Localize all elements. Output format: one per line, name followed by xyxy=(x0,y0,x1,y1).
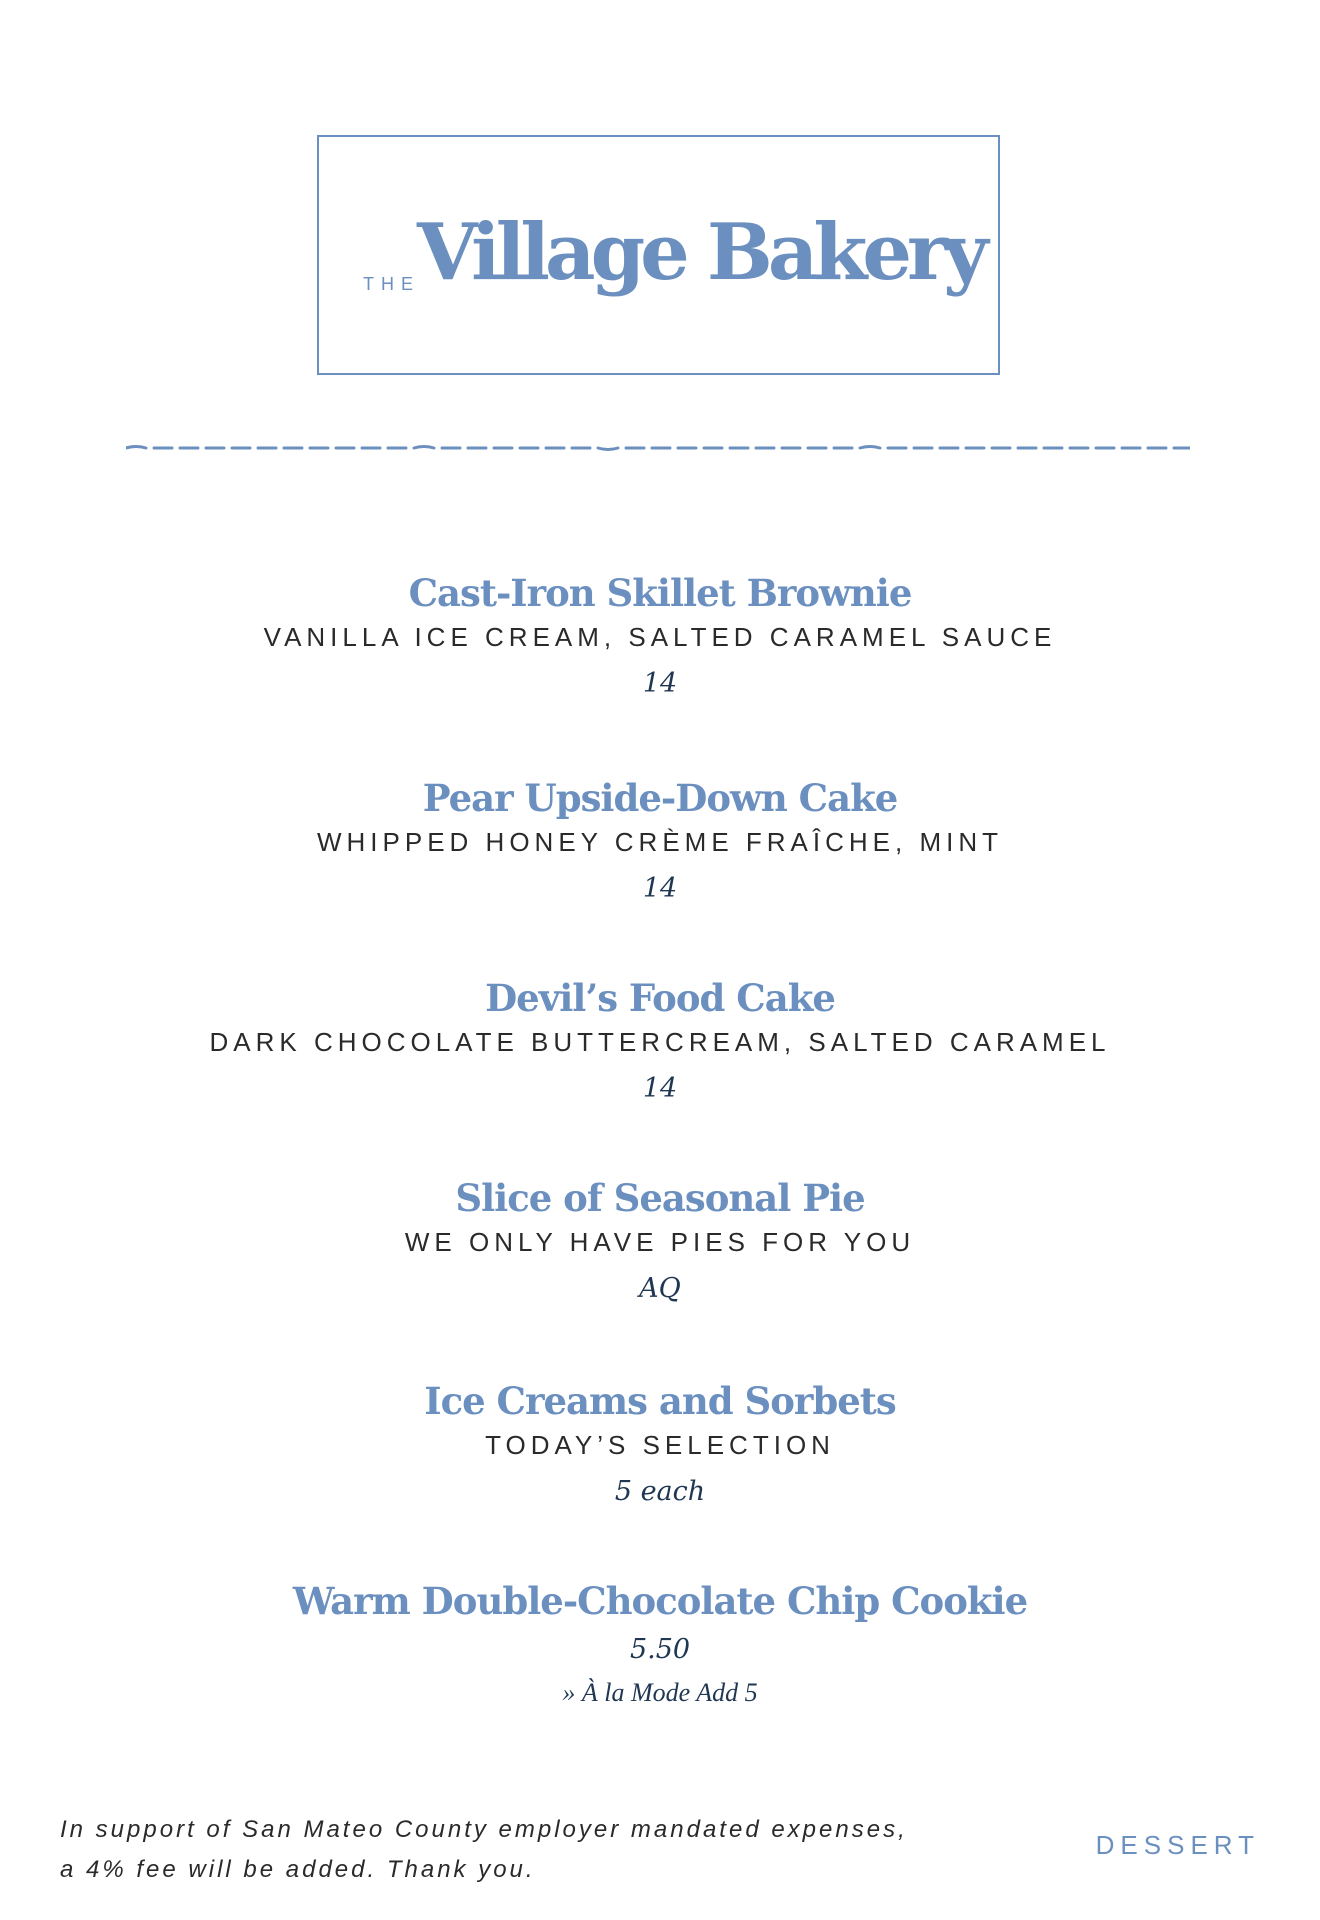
fee-note xyxy=(60,1810,908,1890)
item-price: 5.50 xyxy=(629,1634,691,1665)
item-name: Devil’s Food Cake xyxy=(485,976,835,1020)
item-name: Ice Creams and Sorbets xyxy=(424,1379,896,1423)
menu-item xyxy=(0,1175,1320,1305)
menu-item xyxy=(0,570,1320,700)
item-description: WE ONLY HAVE PIES FOR YOU xyxy=(404,1227,916,1257)
section-label: DESSERT xyxy=(1095,1830,1260,1860)
logo-name: Village Bakery xyxy=(417,207,984,298)
menu-item xyxy=(0,975,1320,1105)
item-price: 5 each xyxy=(614,1476,706,1507)
item-description: WHIPPED HONEY CRÈME FRAÎCHE, MINT xyxy=(316,827,1003,857)
menu-item xyxy=(0,1578,1320,1708)
wavy-divider xyxy=(126,440,1190,454)
item-description: VANILLA ICE CREAM, SALTED CARAMEL SAUCE xyxy=(263,622,1057,652)
item-name: Warm Double-Chocolate Chip Cookie xyxy=(292,1579,1028,1623)
item-price: 14 xyxy=(642,873,678,904)
item-name: Cast-Iron Skillet Brownie xyxy=(408,571,912,615)
logo-prefix: THE xyxy=(363,274,420,294)
menu-item xyxy=(0,1378,1320,1508)
fee-note-line: a 4% fee will be added. Thank you. xyxy=(60,1856,536,1883)
fee-note-line: In support of San Mateo County employer mandated expenses, xyxy=(60,1816,908,1843)
item-price: AQ xyxy=(639,1273,681,1304)
item-description: TODAY’S SELECTION xyxy=(485,1430,835,1460)
item-addon: » À la Mode Add 5 xyxy=(562,1678,758,1707)
item-name: Pear Upside-Down Cake xyxy=(422,776,898,820)
logo-box xyxy=(317,135,1000,375)
item-description: DARK CHOCOLATE BUTTERCREAM, SALTED CARAMEL xyxy=(209,1027,1111,1057)
menu-item xyxy=(0,775,1320,905)
item-name: Slice of Seasonal Pie xyxy=(455,1176,865,1220)
item-price: 14 xyxy=(642,1073,678,1104)
item-price: 14 xyxy=(642,668,678,699)
